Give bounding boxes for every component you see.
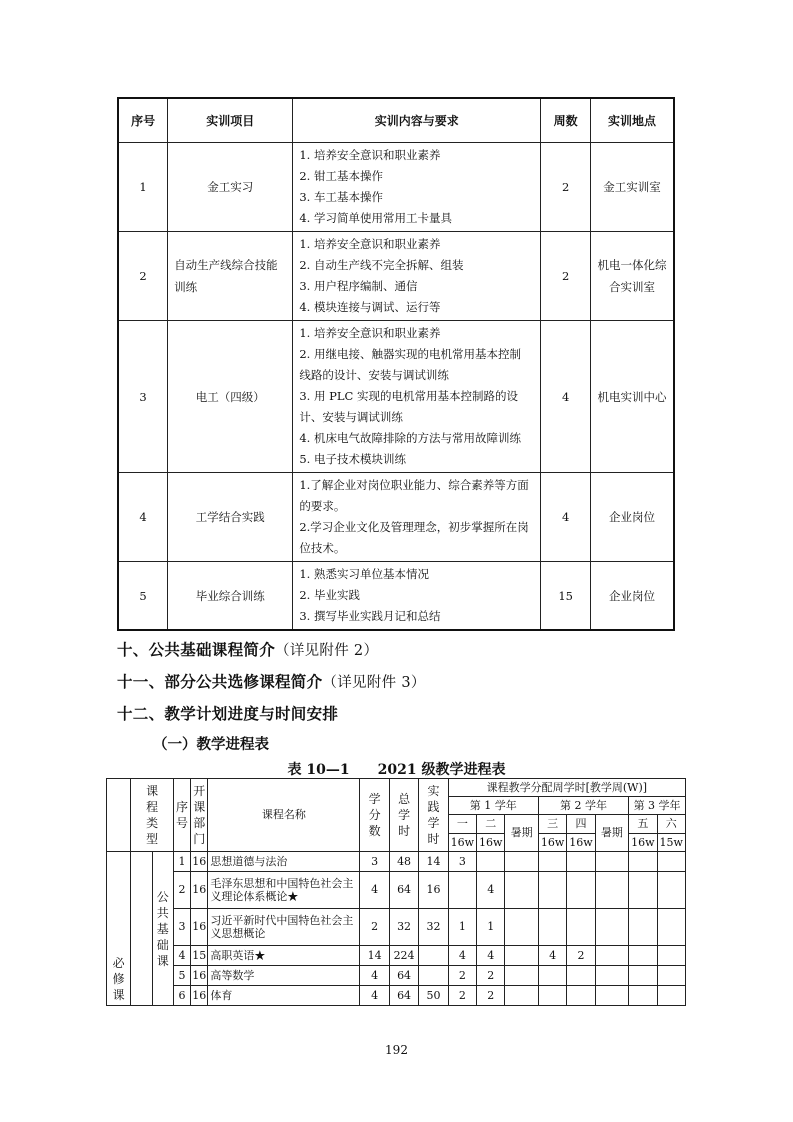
row-course-name: 毛泽东思想和中国特色社会主义理论体系概论★ bbox=[208, 872, 360, 909]
row-total-hours: 224 bbox=[389, 946, 418, 966]
header-course-name: 课程名称 bbox=[208, 779, 360, 852]
header-no: 序号 bbox=[118, 98, 168, 143]
content-line: 4. 机床电气故障排除的方法与常用故障训练 bbox=[299, 431, 521, 445]
page-number: 192 bbox=[385, 1043, 408, 1057]
header-year-2: 第 2 学年 bbox=[538, 797, 628, 815]
header-project: 实训项目 bbox=[168, 98, 293, 143]
row-department: 16 bbox=[191, 909, 208, 946]
row-term-hours bbox=[505, 872, 538, 909]
schedule-row bbox=[107, 852, 686, 872]
header-content: 实训内容与要求 bbox=[293, 98, 541, 143]
row-department: 16 bbox=[191, 872, 208, 909]
content-line: 3. 用户程序编制、通信 bbox=[299, 279, 418, 293]
schedule-caption: 表 10—1 2021 级教学进程表 bbox=[287, 762, 506, 778]
section-12-title: 十二、教学计划进度与时间安排 bbox=[117, 705, 339, 723]
header-distribution: 课程教学分配周学时[教学周(W)] bbox=[448, 779, 685, 797]
content-line: 2. 毕业实践 bbox=[299, 588, 360, 602]
row-weeks: 15 bbox=[541, 562, 591, 631]
content-line: 的要求。 bbox=[299, 499, 346, 513]
row-total-hours: 48 bbox=[389, 852, 418, 872]
row-course-name: 高职英语★ bbox=[208, 946, 360, 966]
row-term-hours bbox=[538, 872, 566, 909]
row-term-hours: 2 bbox=[567, 946, 595, 966]
row-number: 2 bbox=[118, 232, 168, 321]
header-course-type: 课程类型 bbox=[131, 779, 174, 852]
row-course-name: 高等数学 bbox=[208, 966, 360, 986]
row-term-hours: 4 bbox=[477, 946, 505, 966]
header-term-1: 一 bbox=[448, 815, 476, 834]
row-term-hours bbox=[595, 986, 628, 1006]
row-project: 金工实习 bbox=[168, 143, 293, 232]
row-total-hours: 32 bbox=[389, 909, 418, 946]
row-term-hours: 4 bbox=[477, 872, 505, 909]
training-row bbox=[118, 321, 674, 473]
row-content bbox=[293, 143, 541, 232]
header-location: 实训地点 bbox=[590, 98, 674, 143]
schedule-table bbox=[106, 778, 686, 1006]
training-row bbox=[118, 473, 674, 562]
row-practice-hours: 16 bbox=[419, 872, 448, 909]
header-year-1: 第 1 学年 bbox=[448, 797, 538, 815]
row-term-hours: 1 bbox=[448, 909, 476, 946]
section-11-heading bbox=[117, 670, 426, 692]
row-term-hours bbox=[629, 986, 657, 1006]
header-department: 开课部门 bbox=[191, 779, 208, 852]
content-line: 1. 培养安全意识和职业素养 bbox=[299, 148, 441, 162]
section-11-title: 十一、部分公共选修课程简介 bbox=[117, 673, 323, 691]
row-total-hours: 64 bbox=[389, 966, 418, 986]
section-10-note: （详见附件 2） bbox=[275, 643, 379, 659]
content-line: 4. 学习简单使用常用工卡量具 bbox=[299, 211, 452, 225]
content-line: 5. 电子技术模块训练 bbox=[299, 452, 406, 466]
row-credit: 4 bbox=[360, 872, 389, 909]
row-number: 3 bbox=[118, 321, 168, 473]
row-term-hours bbox=[595, 946, 628, 966]
category-gap bbox=[131, 852, 152, 1006]
row-practice-hours: 32 bbox=[419, 909, 448, 946]
row-term-hours bbox=[505, 909, 538, 946]
section-10-title: 十、公共基础课程简介 bbox=[117, 641, 276, 659]
row-term-hours: 4 bbox=[538, 946, 566, 966]
header-weeks-2: 16w bbox=[477, 834, 505, 852]
header-year-3: 第 3 学年 bbox=[629, 797, 686, 815]
training-table bbox=[117, 97, 675, 631]
training-row bbox=[118, 232, 674, 321]
row-location: 企业岗位 bbox=[590, 562, 674, 631]
content-line: 位技术。 bbox=[299, 541, 346, 555]
row-content bbox=[293, 232, 541, 321]
content-line: 2. 用继电接、触器实现的电机常用基本控制 bbox=[299, 347, 521, 361]
header-weeks-3: 16w bbox=[538, 834, 566, 852]
schedule-row bbox=[107, 872, 686, 909]
row-total-hours: 64 bbox=[389, 986, 418, 1006]
row-location: 金工实训室 bbox=[590, 143, 674, 232]
row-term-hours bbox=[505, 946, 538, 966]
content-line: 1. 熟悉实习单位基本情况 bbox=[299, 567, 429, 581]
header-term-3: 三 bbox=[538, 815, 566, 834]
row-credit: 4 bbox=[360, 966, 389, 986]
training-row bbox=[118, 562, 674, 631]
schedule-row bbox=[107, 966, 686, 986]
row-term-hours bbox=[567, 986, 595, 1006]
row-department: 15 bbox=[191, 946, 208, 966]
row-term-hours bbox=[629, 909, 657, 946]
row-practice-hours: 14 bbox=[419, 852, 448, 872]
header-sequence: 序号 bbox=[173, 779, 190, 852]
header-credit: 学分数 bbox=[360, 779, 389, 852]
training-row bbox=[118, 143, 674, 232]
training-table-header bbox=[118, 98, 674, 143]
row-sequence: 6 bbox=[173, 986, 190, 1006]
header-weeks-6: 15w bbox=[657, 834, 685, 852]
row-term-hours bbox=[629, 872, 657, 909]
row-department: 16 bbox=[191, 986, 208, 1006]
row-term-hours bbox=[595, 872, 628, 909]
row-term-hours bbox=[629, 946, 657, 966]
row-sequence: 2 bbox=[173, 872, 190, 909]
header-vacation-2: 暑期 bbox=[595, 815, 628, 852]
row-sequence: 1 bbox=[173, 852, 190, 872]
row-department: 16 bbox=[191, 852, 208, 872]
content-line: 3. 撰写毕业实践月记和总结 bbox=[299, 609, 441, 623]
row-location: 机电实训中心 bbox=[590, 321, 674, 473]
row-term-hours bbox=[567, 966, 595, 986]
row-term-hours bbox=[657, 852, 685, 872]
row-course-name: 习近平新时代中国特色社会主义思想概论 bbox=[208, 909, 360, 946]
row-term-hours bbox=[538, 909, 566, 946]
row-number: 4 bbox=[118, 473, 168, 562]
row-term-hours: 3 bbox=[448, 852, 476, 872]
row-weeks: 4 bbox=[541, 473, 591, 562]
row-practice-hours bbox=[419, 966, 448, 986]
row-term-hours bbox=[505, 852, 538, 872]
row-sequence: 5 bbox=[173, 966, 190, 986]
row-course-name: 体育 bbox=[208, 986, 360, 1006]
row-content bbox=[293, 562, 541, 631]
header-weeks-1: 16w bbox=[448, 834, 476, 852]
type-spacer bbox=[107, 779, 131, 852]
row-term-hours bbox=[629, 966, 657, 986]
row-term-hours bbox=[595, 966, 628, 986]
row-content bbox=[293, 321, 541, 473]
row-term-hours bbox=[505, 966, 538, 986]
row-term-hours bbox=[567, 909, 595, 946]
schedule-row bbox=[107, 946, 686, 966]
row-content bbox=[293, 473, 541, 562]
row-term-hours bbox=[657, 872, 685, 909]
row-number: 1 bbox=[118, 143, 168, 232]
row-number: 5 bbox=[118, 562, 168, 631]
row-credit: 3 bbox=[360, 852, 389, 872]
section-10-heading bbox=[117, 638, 378, 660]
content-line: 线路的设计、安装与调试训练 bbox=[299, 368, 449, 382]
section-12-heading bbox=[117, 702, 338, 724]
header-weeks-4: 16w bbox=[567, 834, 595, 852]
row-term-hours: 2 bbox=[448, 966, 476, 986]
row-project: 自动生产线综合技能训练 bbox=[168, 232, 293, 321]
row-project: 毕业综合训练 bbox=[168, 562, 293, 631]
header-term-4: 四 bbox=[567, 815, 595, 834]
row-sequence: 4 bbox=[173, 946, 190, 966]
row-weeks: 2 bbox=[541, 232, 591, 321]
row-credit: 4 bbox=[360, 986, 389, 1006]
header-total-hours: 总学时 bbox=[389, 779, 418, 852]
row-term-hours bbox=[657, 966, 685, 986]
row-project: 工学结合实践 bbox=[168, 473, 293, 562]
content-line: 3. 用 PLC 实现的电机常用基本控制路的设 bbox=[299, 389, 518, 403]
row-practice-hours: 50 bbox=[419, 986, 448, 1006]
row-term-hours bbox=[567, 872, 595, 909]
row-term-hours: 2 bbox=[477, 986, 505, 1006]
row-term-hours bbox=[657, 946, 685, 966]
header-weeks: 周数 bbox=[541, 98, 591, 143]
row-term-hours: 2 bbox=[448, 986, 476, 1006]
row-weeks: 4 bbox=[541, 321, 591, 473]
row-department: 16 bbox=[191, 966, 208, 986]
row-term-hours bbox=[567, 852, 595, 872]
subsection-title: （一）教学进程表 bbox=[153, 736, 269, 753]
row-term-hours bbox=[538, 986, 566, 1006]
row-practice-hours bbox=[419, 946, 448, 966]
row-course-name: 思想道德与法治 bbox=[208, 852, 360, 872]
section-11-note: （详见附件 3） bbox=[322, 675, 426, 691]
category-required-label: 必修课 bbox=[112, 956, 125, 1002]
row-credit: 14 bbox=[360, 946, 389, 966]
schedule-row bbox=[107, 986, 686, 1006]
header-vacation-1: 暑期 bbox=[505, 815, 538, 852]
row-term-hours: 1 bbox=[477, 909, 505, 946]
content-line: 1. 培养安全意识和职业素养 bbox=[299, 326, 441, 340]
row-term-hours: 4 bbox=[448, 946, 476, 966]
row-term-hours bbox=[538, 966, 566, 986]
header-weeks-5: 16w bbox=[629, 834, 657, 852]
header-term-2: 二 bbox=[477, 815, 505, 834]
row-term-hours bbox=[595, 852, 628, 872]
content-line: 1.了解企业对岗位职业能力、综合素养等方面 bbox=[299, 478, 529, 492]
category-public-basic-label: 公共基础课 bbox=[156, 889, 169, 968]
row-term-hours bbox=[595, 909, 628, 946]
header-term-6: 六 bbox=[657, 815, 685, 834]
row-term-hours bbox=[448, 872, 476, 909]
row-total-hours: 64 bbox=[389, 872, 418, 909]
schedule-row bbox=[107, 909, 686, 946]
row-term-hours bbox=[657, 909, 685, 946]
content-line: 4. 模块连接与调试、运行等 bbox=[299, 300, 441, 314]
row-term-hours bbox=[538, 852, 566, 872]
category-public-basic bbox=[152, 852, 173, 1006]
row-project: 电工（四级） bbox=[168, 321, 293, 473]
header-term-5: 五 bbox=[629, 815, 657, 834]
row-credit: 2 bbox=[360, 909, 389, 946]
row-location: 企业岗位 bbox=[590, 473, 674, 562]
content-line: 2. 钳工基本操作 bbox=[299, 169, 383, 183]
header-practice-hours: 实践学时 bbox=[419, 779, 448, 852]
content-line: 计、安装与调试训练 bbox=[299, 410, 403, 424]
content-line: 3. 车工基本操作 bbox=[299, 190, 383, 204]
content-line: 1. 培养安全意识和职业素养 bbox=[299, 237, 441, 251]
row-location: 机电一体化综合实训室 bbox=[590, 232, 674, 321]
row-term-hours bbox=[477, 852, 505, 872]
content-line: 2. 自动生产线不完全拆解、组装 bbox=[299, 258, 464, 272]
row-term-hours bbox=[505, 986, 538, 1006]
row-sequence: 3 bbox=[173, 909, 190, 946]
category-required bbox=[107, 852, 131, 1006]
row-term-hours bbox=[657, 986, 685, 1006]
content-line: 2.学习企业文化及管理理念，初步掌握所在岗 bbox=[299, 520, 529, 534]
row-weeks: 2 bbox=[541, 143, 591, 232]
row-term-hours bbox=[629, 852, 657, 872]
row-term-hours: 2 bbox=[477, 966, 505, 986]
